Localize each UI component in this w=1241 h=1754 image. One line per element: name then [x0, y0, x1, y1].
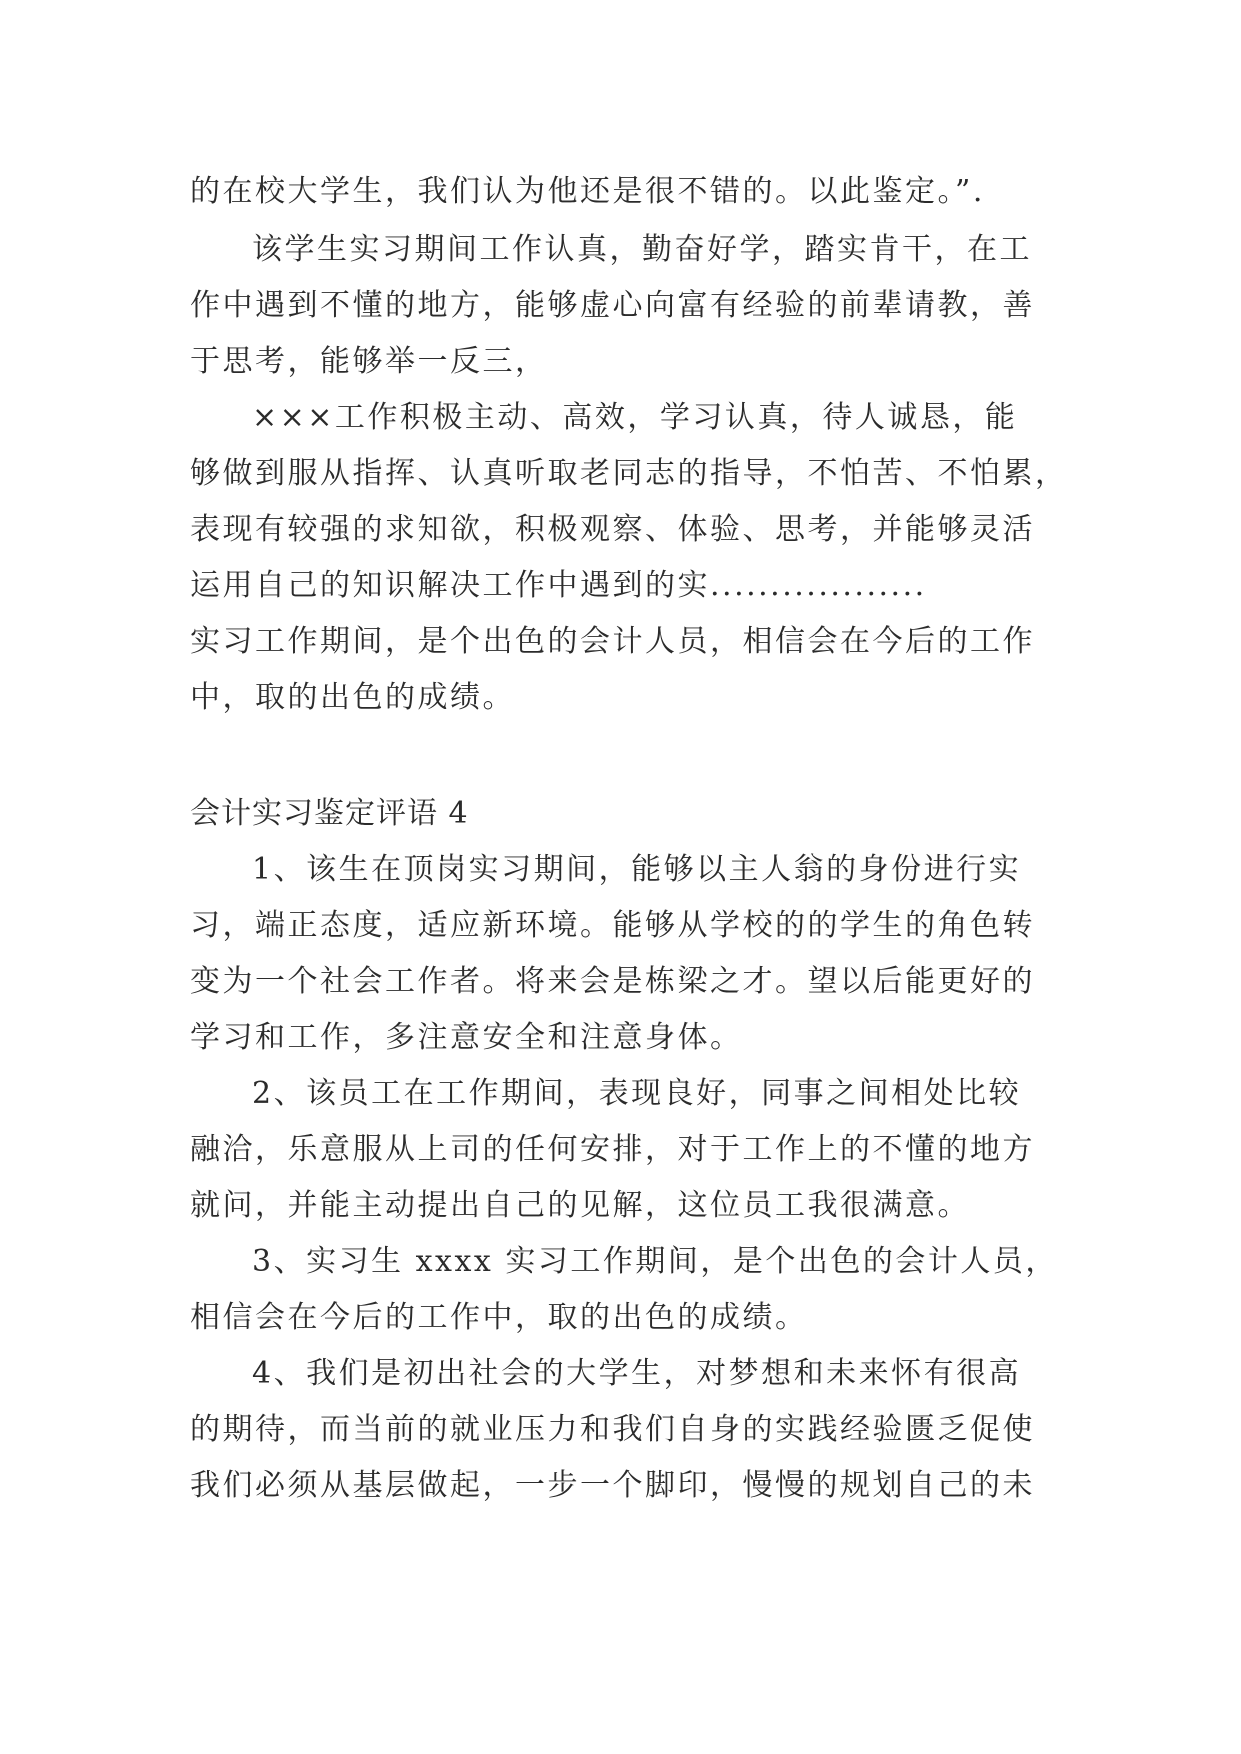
text-line: 学习和工作，多注意安全和注意身体。 [190, 1020, 743, 1055]
paragraph-start-line: 1、该生在顶岗实习期间，能够以主人翁的身份进行实 [252, 852, 1022, 887]
text-line: 作中遇到不懂的地方，能够虚心向富有经验的前辈请教，善 [190, 288, 1035, 323]
text-line: 运用自己的知识解决工作中遇到的实.................. [190, 568, 927, 603]
paragraph-start-line: 3、实习生 xxxx 实习工作期间，是个出色的会计人员， [252, 1244, 1058, 1279]
text-line: 于思考，能够举一反三， [190, 344, 548, 379]
text-line: 中，取的出色的成绩。 [190, 680, 515, 715]
text-line: 我们必须从基层做起，一步一个脚印，慢慢的规划自己的未 [190, 1468, 1035, 1503]
text-line: 的在校大学生，我们认为他还是很不错的。以此鉴定。”. [190, 174, 985, 209]
text-line: 实习工作期间，是个出色的会计人员，相信会在今后的工作 [190, 624, 1035, 659]
section-heading: 会计实习鉴定评语 4 [190, 796, 469, 831]
text-line: 习，端正态度，适应新环境。能够从学校的的学生的角色转 [190, 908, 1035, 943]
text-line: 相信会在今后的工作中，取的出色的成绩。 [190, 1300, 808, 1335]
text-line: 表现有较强的求知欲，积极观察、体验、思考，并能够灵活 [190, 512, 1035, 547]
text-line: 的期待，而当前的就业压力和我们自身的实践经验匮乏促使 [190, 1412, 1035, 1447]
paragraph-start-line: ×××工作积极主动、高效，学习认真，待人诚恳，能 [252, 400, 1018, 435]
text-line: 就问，并能主动提出自己的见解，这位员工我很满意。 [190, 1188, 970, 1223]
text-line: 够做到服从指挥、认真听取老同志的指导，不怕苦、不怕累， [190, 456, 1068, 491]
text-line: 变为一个社会工作者。将来会是栋梁之才。望以后能更好的 [190, 964, 1035, 999]
paragraph-start-line: 4、我们是初出社会的大学生，对梦想和未来怀有很高 [252, 1356, 1022, 1391]
paragraph-start-line: 2、该员工在工作期间，表现良好，同事之间相处比较 [252, 1076, 1022, 1111]
paragraph-start-line: 该学生实习期间工作认真，勤奋好学，踏实肯干，在工 [252, 232, 1032, 267]
text-line: 融洽，乐意服从上司的任何安排，对于工作上的不懂的地方 [190, 1132, 1035, 1167]
